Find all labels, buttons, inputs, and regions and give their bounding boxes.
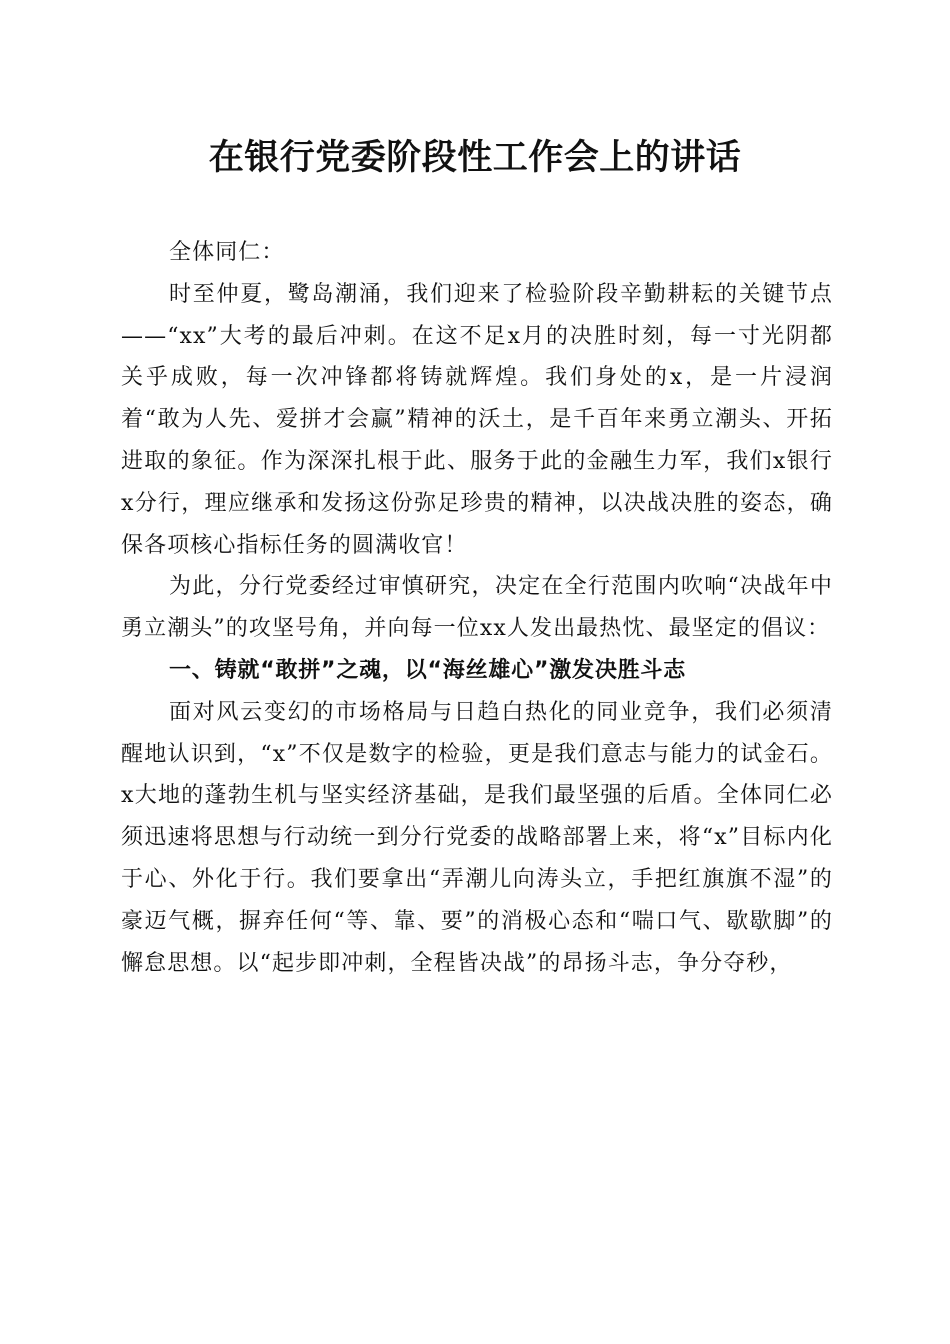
salutation: 全体同仁：: [169, 240, 285, 265]
document-title: 在银行党委阶段性工作会上的讲话: [208, 137, 742, 178]
paragraph-section-one: 面对风云变幻的市场格局与日趋白热化的同业竞争，我们必须清醒地认识到，“x”不仅是数字的检验，更是我们意志与能力的试金石。x大地的蓬勃生机与坚实经济基础，是我们最坚强的后盾。全体同仁必须迅速将思想与行动统一到分行党委的战略部署上来，将“x”目标内化于心、外化于行。我们要拿出“弄潮儿向涛头立，手把红旗旗不湿”的豪迈气概，摒弃任何“等、靠、要”的消极心态和“喘口气、歇歇脚”的懈怠思想。以“起步即冲刺，全程皆决战”的昂扬斗志，争分夺秒，: [121, 699, 833, 976]
section-heading: 一、铸就“敢拼”之魂，以“海丝雄心”激发决胜斗志: [169, 657, 687, 683]
paragraph-initiative: 为此，分行党委经过审慎研究，决定在全行范围内吹响“决战年中勇立潮头”的攻坚号角，并向每一位xx人发出最热忱、最坚定的倡议：: [121, 574, 833, 642]
document-body: [121, 232, 833, 984]
paragraph-opening: 时至仲夏，鹭岛潮涌，我们迎来了检验阶段辛勤耕耘的关键节点——“xx”大考的最后冲刺。在这不足x月的决胜时刻，每一寸光阴都关乎成败，每一次冲锋都将铸就辉煌。我们身处的x，是一片浸润着“敢为人先、爱拼才会赢”精神的沃土，是千百年来勇立潮头、开拓进取的象征。作为深深扎根于此、服务于此的金融生力军，我们x银行x分行，理应继承和发扬这份弥足珍贵的精神，以决战决胜的姿态，确保各项核心指标任务的圆满收官！: [121, 281, 833, 558]
